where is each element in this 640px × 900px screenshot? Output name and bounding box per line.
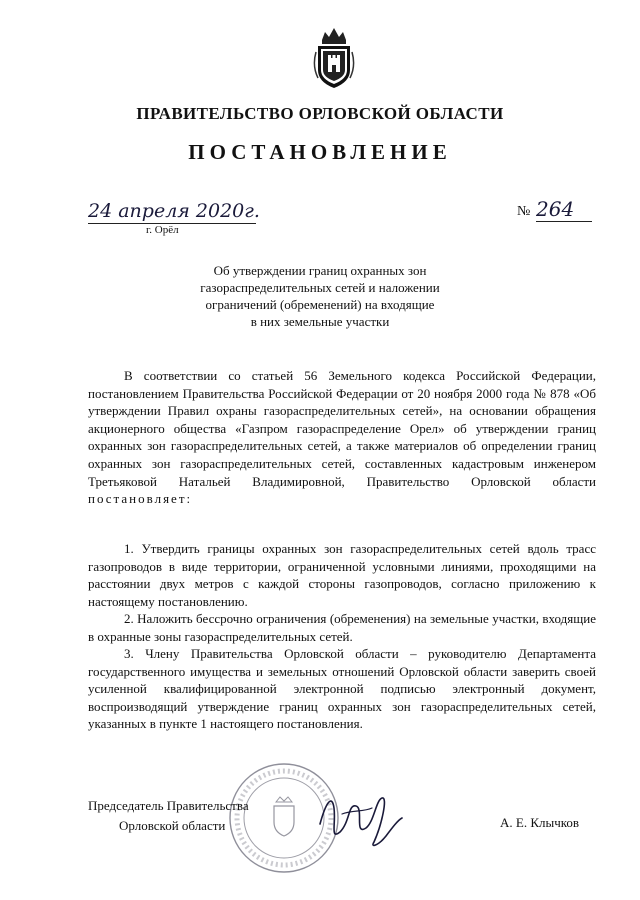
decree-title: ПОСТАНОВЛЕНИЕ: [188, 140, 452, 164]
preamble-paragraph: [88, 367, 596, 508]
signatory-role-line: Орловской области: [119, 818, 226, 833]
signatory-name: А. Е. Клычков: [500, 815, 580, 830]
clause-text: 2. Наложить бессрочно ограничения (обременения) на земельные участки, входящие в охранные зоны газораспределительных сетей.: [88, 611, 596, 644]
clause-3: [88, 645, 596, 733]
clause-2: [88, 610, 596, 645]
preamble-end: :: [186, 491, 191, 507]
handwritten-signature-icon: [312, 784, 404, 852]
subject-line: ограничений (обременений) на входящие: [205, 297, 435, 312]
decree-number-label: №: [517, 204, 531, 219]
subject-line: Об утверждении границ охранных зон: [213, 263, 427, 278]
subject-line: газораспределительных сетей и наложении: [200, 280, 440, 295]
coat-of-arms-icon: [312, 26, 356, 90]
decree-city: г. Орёл: [146, 224, 179, 236]
preamble-text: В соответствии со статьей 56 Земельного кодекса Российской Федерации, постановлением Правительства Российской Федерации от 20 ноября 2000 года № 878 «Об утверждении Правил охраны газораспределительных сетей», на основании обращения акционерного общества «Газпром газораспределение Орел» об утверждении границ охранных зон газораспределительных сетей, а также материалов об определении границ охранных зон газораспределительных сетей, составленных кадастровым инженером Третьяковой Натальей Владимировной, Правительство Орловской области: [88, 368, 596, 489]
decree-date: 24 апреля 2020г.: [88, 200, 260, 222]
signatory-role-line: Председатель Правительства: [88, 798, 249, 813]
clause-text: 1. Утвердить границы охранных зон газораспределительных сетей вдоль трасс газопроводов в виде территории, ограниченной условными линиями, проходящими на расстоянии двух метров с каждой стороны газопроводов, согласно приложению к настоящему постановлению.: [88, 541, 596, 609]
government-name: ПРАВИТЕЛЬСТВО ОРЛОВСКОЙ ОБЛАСТИ: [136, 104, 504, 123]
decree-number: 264: [536, 197, 592, 222]
signatory-role: [88, 796, 249, 836]
clause-text: 3. Члену Правительства Орловской области – руководителю Департамента государственного имущества и земельных отношений Орловской области заверить своей усиленной квалифицированной электронной подписью электронный документ, воспроизводящий утверждение границ охранных зон газораспределительных сетей, указанных в пункте 1 настоящего постановления.: [88, 646, 596, 732]
subject-line: в них земельные участки: [250, 314, 390, 329]
decree-subject: [170, 262, 470, 330]
clause-1: [88, 540, 596, 610]
decree-verb: постановляет: [88, 491, 187, 507]
